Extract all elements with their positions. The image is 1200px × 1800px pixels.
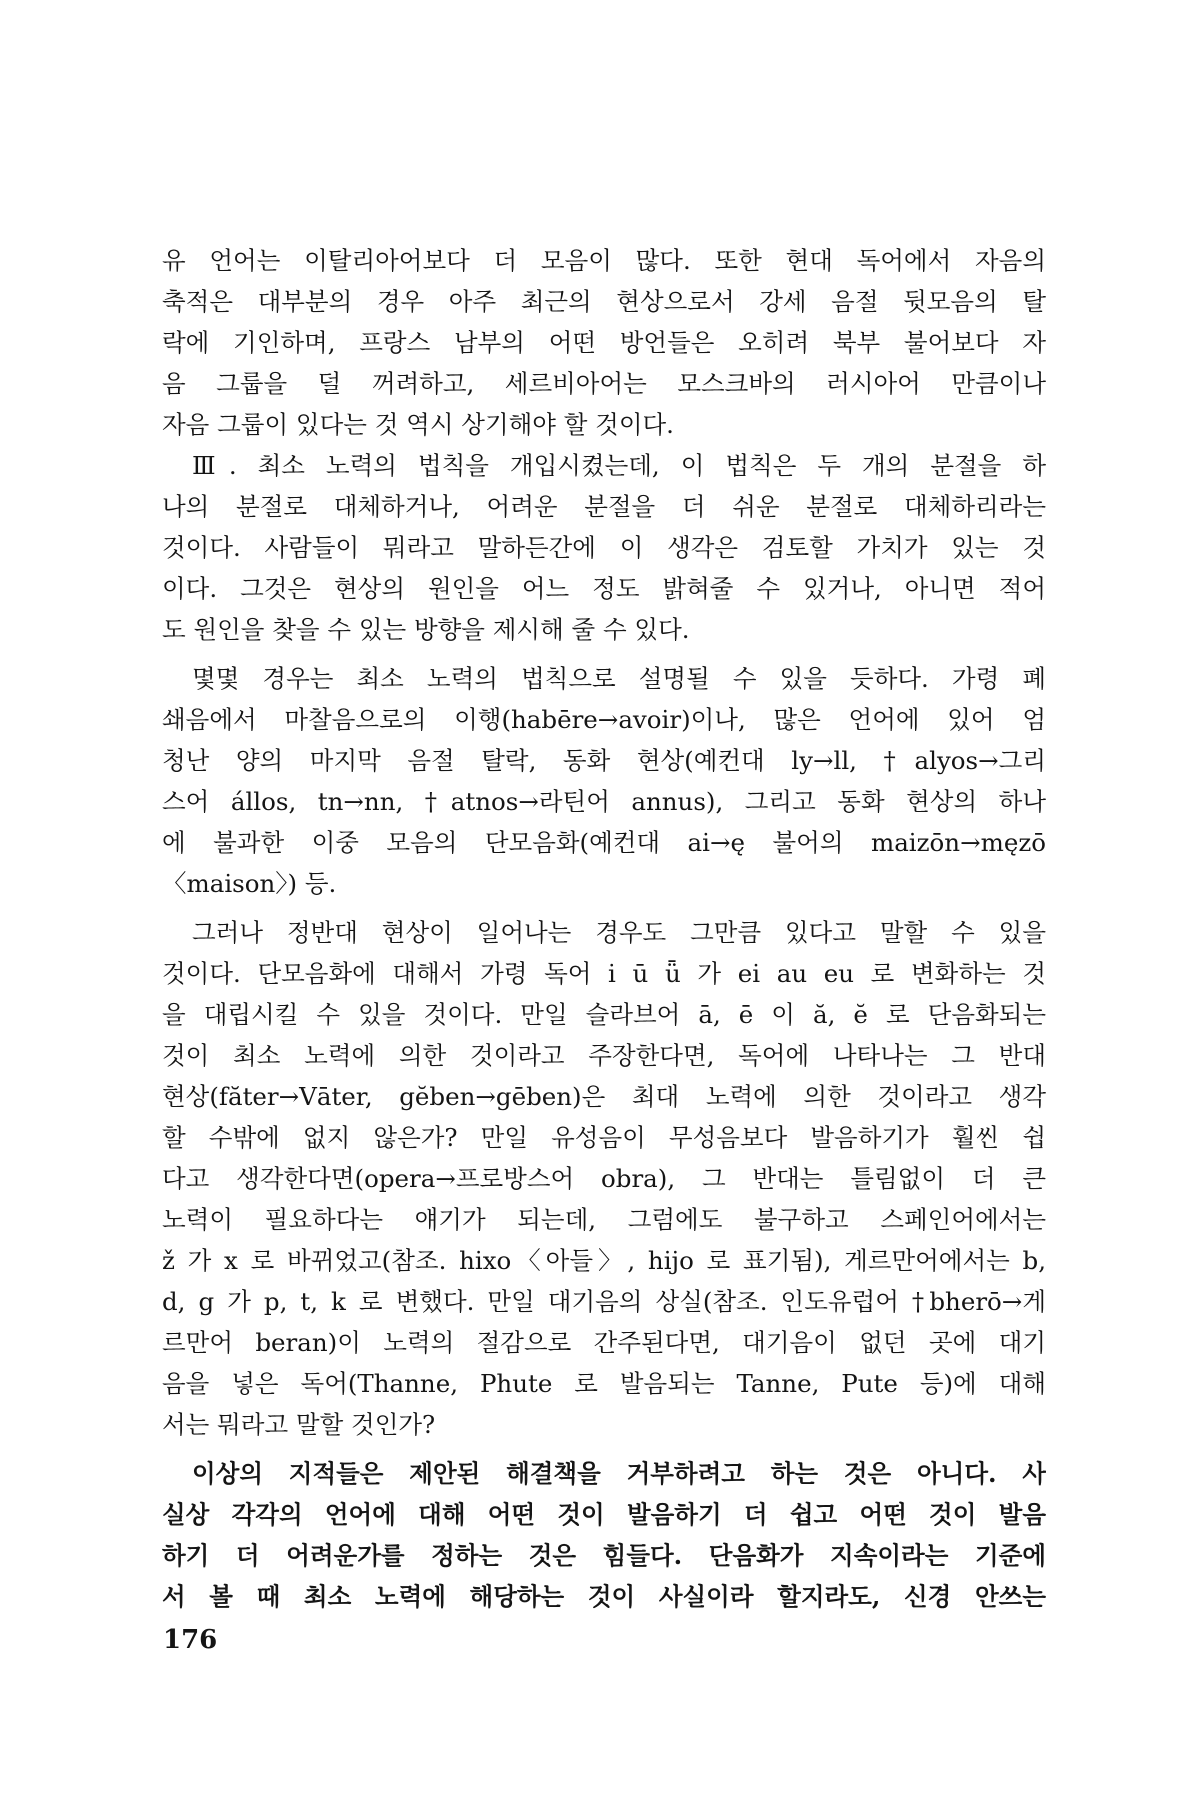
text-line: 에 불과한 이중 모음의 단모음화(예컨대 ai→ę 불어의 maizōn→męzō (162, 828, 1046, 857)
text-line: 다고 생각한다면(opera→프로방스어 obra), 그 반대는 틀림없이 더 큰 (162, 1164, 1046, 1193)
text-line: 음 그룹을 덜 꺼려하고, 세르비아어는 모스크바의 러시아어 만큼이나 (162, 369, 1046, 398)
text-line: 청난 양의 마지막 음절 탈락, 동화 현상(예컨대 ly→ll, †alyos→그리 (162, 746, 1046, 775)
text-line: 쇄음에서 마찰음으로의 이행(habēre→avoir)이나, 많은 언어에 있어 엄 (162, 705, 1046, 734)
text-line: 이다. 그것은 현상의 원인을 어느 정도 밝혀줄 수 있거나, 아니면 적어 (162, 574, 1046, 603)
text-line: 락에 기인하며, 프랑스 남부의 어떤 방언들은 오히려 북부 불어보다 자 (162, 328, 1046, 357)
paragraph-1 (162, 240, 1046, 445)
paragraph-5 (162, 1453, 1046, 1617)
text-line: 것이다. 사람들이 뭐라고 말하든간에 이 생각은 검토할 가치가 있는 것 (162, 533, 1046, 562)
text-line: 스어 állos, tn→nn, †atnos→라틴어 annus), 그리고 동화 현상의 하나 (162, 787, 1046, 816)
text-line: 노력이 필요하다는 얘기가 되는데, 그럼에도 불구하고 스페인어에서는 (162, 1205, 1046, 1234)
text-line: 서 볼 때 최소 노력에 해당하는 것이 사실이라 할지라도, 신경 안쓰는 (162, 1582, 1046, 1611)
text-line: d, g 가 p, t, k 로 변했다. 만일 대기음의 상실(참조. 인도유럽어 †bherō→게 (162, 1287, 1046, 1316)
text-line: 을 대립시킬 수 있을 것이다. 만일 슬라브어 ā, ē 이 ă, ĕ 로 단음화되는 (162, 1000, 1046, 1029)
text-line: 유 언어는 이탈리아어보다 더 모음이 많다. 또한 현대 독어에서 자음의 (162, 246, 1046, 275)
text-line: Ⅲ. 최소 노력의 법칙을 개입시켰는데, 이 법칙은 두 개의 분절을 하 (192, 451, 1046, 480)
text-line: 하기 더 어려운가를 정하는 것은 힘들다. 단음화가 지속이라는 기준에 (162, 1541, 1046, 1570)
text-line: 그러나 정반대 현상이 일어나는 경우도 그만큼 있다고 말할 수 있을 (192, 918, 1046, 947)
text-line: 서는 뭐라고 말할 것인가? (162, 1410, 436, 1439)
paragraph-4 (162, 912, 1046, 1445)
text-line: 나의 분절로 대체하거나, 어려운 분절을 더 쉬운 분절로 대체하리라는 (162, 492, 1046, 521)
paragraph-2 (162, 445, 1046, 650)
text-line: 것이 최소 노력에 의한 것이라고 주장한다면, 독어에 나타나는 그 반대 (162, 1041, 1046, 1070)
text-line: ž 가 x 로 바뀌었고(참조. hixo〈아들〉, hijo 로 표기됨), 게르만어에서는 b, (162, 1246, 1046, 1275)
page-number: 176 (163, 1625, 218, 1655)
text-line: 도 원인을 찾을 수 있는 방향을 제시해 줄 수 있다. (162, 615, 690, 644)
text-line: 몇몇 경우는 최소 노력의 법칙으로 설명될 수 있을 듯하다. 가령 폐 (192, 664, 1046, 693)
text-line: 이상의 지적들은 제안된 해결책을 거부하려고 하는 것은 아니다. 사 (192, 1459, 1046, 1488)
text-line: 할 수밖에 없지 않은가? 만일 유성음이 무성음보다 발음하기가 훨씬 쉽 (162, 1123, 1046, 1152)
text-line: 〈maison〉) 등. (162, 869, 337, 898)
text-line: 축적은 대부분의 경우 아주 최근의 현상으로서 강세 음절 뒷모음의 탈 (162, 287, 1046, 316)
paragraph-3 (162, 658, 1046, 904)
text-line: 자음 그룹이 있다는 것 역시 상기해야 할 것이다. (162, 410, 674, 439)
text-line: 것이다. 단모음화에 대해서 가령 독어 i ū ǖ 가 ei au eu 로 변화하는 것 (162, 959, 1046, 988)
text-line: 실상 각각의 언어에 대해 어떤 것이 발음하기 더 쉽고 어떤 것이 발음 (162, 1500, 1046, 1529)
text-line: 르만어 beran)이 노력의 절감으로 간주된다면, 대기음이 없던 곳에 대기 (162, 1328, 1046, 1357)
text-line: 현상(făter→Vāter, gĕben→gēben)은 최대 노력에 의한 것이라고 생각 (162, 1082, 1046, 1111)
page-body (162, 240, 1046, 1617)
text-line: 음을 넣은 독어(Thanne, Phute 로 발음되는 Tanne, Pute 등)에 대해 (162, 1369, 1046, 1398)
